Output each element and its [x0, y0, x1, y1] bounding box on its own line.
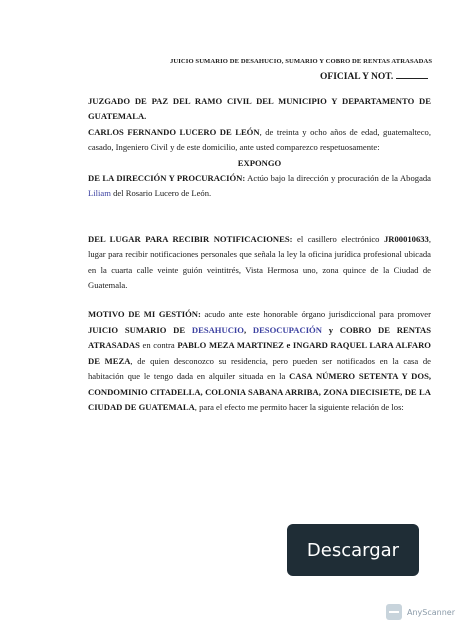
lugar-paragraph — [88, 232, 431, 294]
expongo-heading: EXPONGO — [237, 157, 282, 168]
court-heading: JUZGADO DE PAZ DEL RAMO CIVIL DEL MUNICIPIO Y DEPARTAMENTO DE GUATEMALA. — [88, 96, 431, 122]
motivo-heading: MOTIVO DE MI GESTIÓN: — [88, 309, 201, 320]
lugar-text-1: el casillero electrónico — [292, 233, 384, 244]
lugar-heading: DEL LUGAR PARA RECIBIR NOTIFICACIONES: — [88, 233, 293, 244]
motivo-address: CASA NÚMERO SETENTA Y DOS, CONDOMINIO CITADELLA, COLONIA SABANA ARRIBA, ZONA DIECISIETE, DE LA CIUDAD DE GUATEMALA — [88, 371, 432, 412]
spacer — [88, 202, 431, 232]
party-rest: , de treinta y ocho años de edad, guatemalteco, casado, Ingeniero Civil y de este domicilio, ante usted comparezco respetuosamente: — [88, 126, 431, 153]
direccion-paragraph — [88, 171, 431, 202]
oficial-blank-line — [396, 70, 428, 79]
motivo-text-4: , para el efecto me permito hacer la siguiente relación de los: — [194, 401, 404, 412]
case-title: JUICIO SUMARIO DE DESAHUCIO, SUMARIO Y COBRO DE RENTAS ATRASADAS — [170, 58, 433, 65]
scanner-label: AnyScanner — [407, 607, 456, 617]
motivo-bold-1: JUICIO SUMARIO DE — [88, 324, 192, 335]
spacer — [88, 293, 431, 307]
motivo-paragraph — [88, 307, 431, 415]
motivo-text-1: acudo ante este honorable órgano jurisdiccional para promover — [200, 309, 431, 320]
motivo-text-2: en contra — [139, 340, 178, 351]
lugar-code: JR00010633 — [383, 233, 429, 244]
motivo-desocupacion: DESOCUPACIÓN — [252, 324, 322, 335]
direccion-text-2: del Rosario Lucero de León. — [110, 188, 212, 199]
party-paragraph — [88, 125, 431, 156]
download-button[interactable]: Descargar — [287, 524, 419, 576]
direccion-heading: DE LA DIRECCIÓN Y PROCURACIÓN: — [88, 173, 246, 184]
lugar-text-2: , lugar para recibir notificaciones personales que señala la ley la oficina jurídica profesional ubicada en la cuarta calle veinte guión veintitrés, Vista Hermosa uno, zona quince de la Ciudad de Guatemala. — [88, 233, 432, 291]
direccion-text-1: Actúo bajo la dirección y procuración de la Abogada — [245, 173, 432, 184]
oficial-label-text: OFICIAL Y NOT. — [320, 72, 394, 82]
document-body — [88, 94, 431, 415]
scanner-icon — [386, 604, 402, 620]
scanner-watermark — [386, 604, 455, 620]
oficial-label — [320, 70, 448, 82]
motivo-sep: , — [243, 324, 253, 335]
motivo-desahucio: DESAHUCIO — [191, 324, 244, 335]
motivo-text-3: , de quien desconozco su residencia, pero pueden ser notificados en la casa de habitación que le tengo dada en alquiler situada en la — [88, 355, 431, 382]
motivo-names: PABLO MEZA MARTINEZ e INGARD RAQUEL LARA ALFARO DE MEZA — [88, 340, 431, 366]
party-name: CARLOS FERNANDO LUCERO DE LEÓN — [88, 126, 260, 137]
direccion-name-highlight: Liliam — [88, 188, 111, 199]
motivo-bold-2: y COBRO DE RENTAS ATRASADAS — [88, 324, 431, 351]
